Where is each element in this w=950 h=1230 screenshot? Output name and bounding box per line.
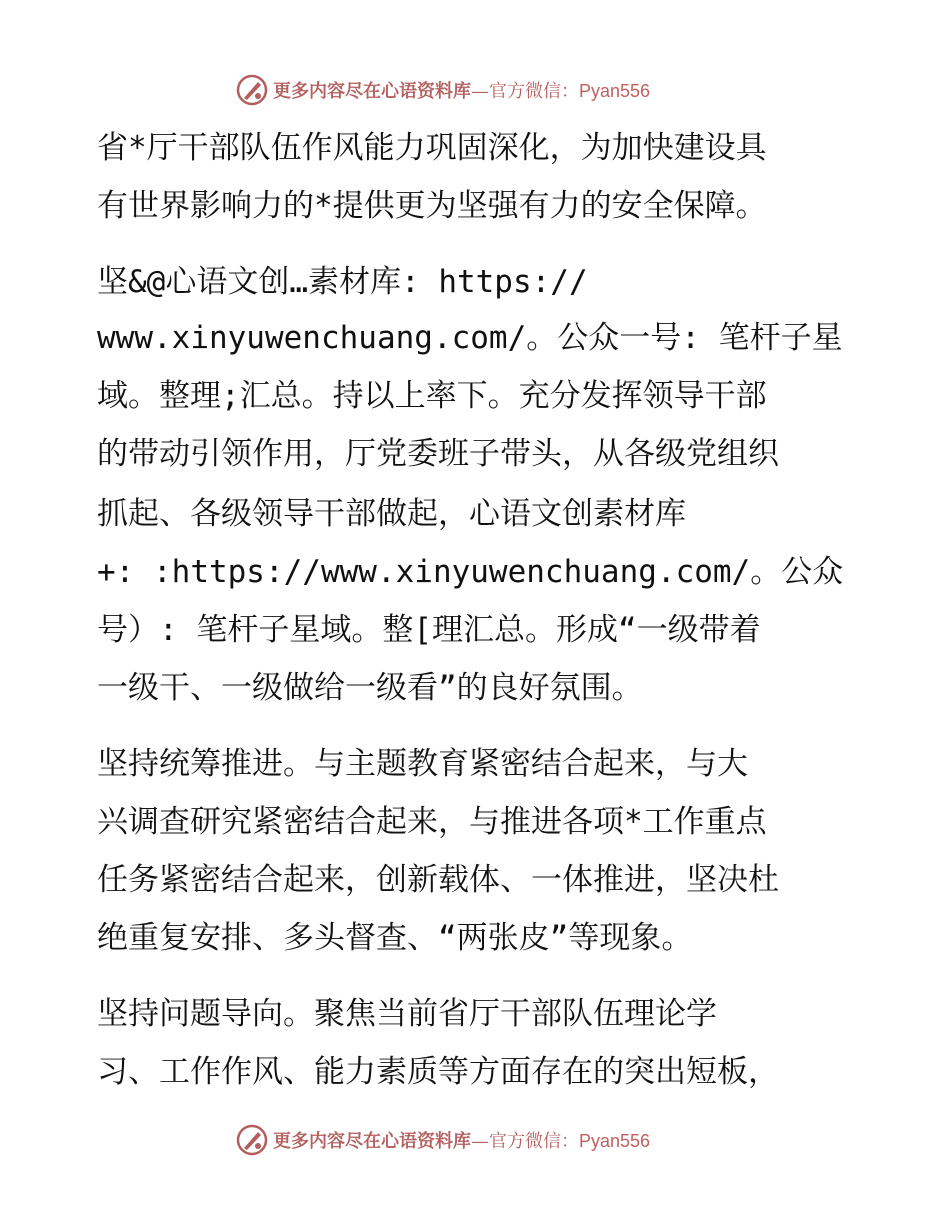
banner-wechat-id: Pyan556 bbox=[579, 1131, 651, 1151]
banner-official-label: 官方微信： bbox=[489, 81, 579, 102]
text-line: 习、工作作风、能力素质等方面存在的突出短板， bbox=[97, 1054, 779, 1090]
text-line: 省*厅干部队伍作风能力巩固深化，为加快建设具 bbox=[97, 130, 767, 166]
text-line: 域。整理;汇总。持以上率下。充分发挥领导干部 bbox=[97, 378, 767, 414]
text-line: 抓起、各级领导干部做起，心语文创素材库 bbox=[97, 496, 686, 532]
text-line: 有世界影响力的*提供更为坚强有力的安全保障。 bbox=[97, 188, 767, 224]
banner-slogan: 更多内容尽在心语资料库 bbox=[273, 81, 471, 102]
text-line: 兴调查研究紧密结合起来，与推进各项*工作重点 bbox=[97, 804, 767, 840]
quill-logo-icon bbox=[235, 73, 269, 107]
footer-banner bbox=[235, 1122, 650, 1158]
text-line: 坚持问题导向。聚焦当前省厅干部队伍理论学 bbox=[97, 996, 717, 1032]
banner-separator: — bbox=[471, 1131, 489, 1152]
text-line: +: :https://www.xinyuwenchuang.com/。公众 bbox=[97, 554, 844, 590]
quill-logo-icon bbox=[235, 1123, 269, 1157]
text-line: 坚&@心语文创…素材库: https:// bbox=[97, 264, 588, 300]
text-line: 任务紧密结合起来，创新载体、一体推进，坚决杜 bbox=[97, 862, 779, 898]
banner-official-label: 官方微信： bbox=[489, 1131, 579, 1152]
text-line: 号）: 笔杆子星域。整[理汇总。形成“一级带着 bbox=[97, 612, 761, 648]
header-banner bbox=[235, 72, 650, 108]
banner-slogan: 更多内容尽在心语资料库 bbox=[273, 1131, 471, 1152]
text-line: 的带动引领作用，厅党委班子带头，从各级党组织 bbox=[97, 436, 779, 472]
banner-wechat-id: Pyan556 bbox=[579, 81, 651, 101]
text-line: 绝重复安排、多头督查、“两张皮”等现象。 bbox=[97, 920, 693, 956]
banner-separator: — bbox=[471, 81, 489, 102]
text-line: 一级干、一级做给一级看”的良好氛围。 bbox=[97, 670, 643, 706]
text-line: www.xinyuwenchuang.com/。公众一号: 笔杆子星 bbox=[97, 320, 843, 356]
text-line: 坚持统筹推进。与主题教育紧密结合起来，与大 bbox=[97, 746, 748, 782]
